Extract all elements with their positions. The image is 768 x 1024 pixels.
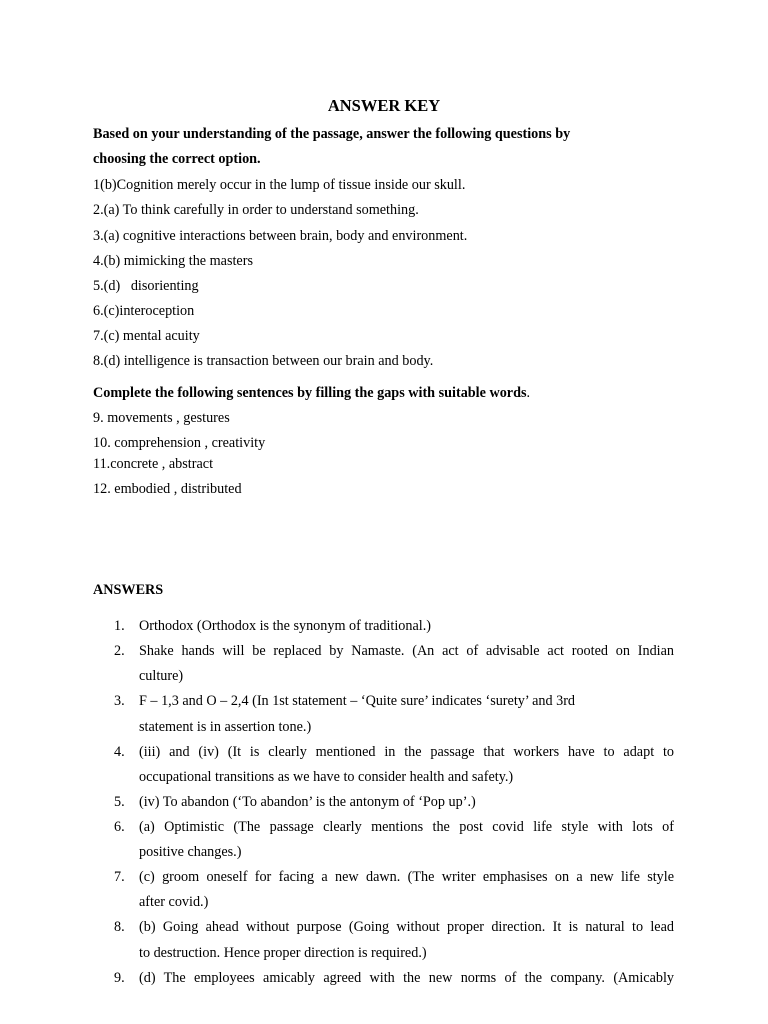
section1-heading-line2: choosing the correct option. [93, 151, 261, 167]
list-item-text: Shake hands will be replaced by Namaste. (An act of advisable act rooted on Indian [139, 643, 674, 659]
list-number: 6. [114, 819, 125, 835]
list-item-text: (c) groom oneself for facing a new dawn. (The writer emphasises on a new life style [139, 869, 674, 885]
fill-item-10: 10. comprehension , creativity [93, 435, 266, 451]
list-number: 2. [114, 643, 125, 659]
list-item-text: culture) [139, 668, 184, 684]
section3-heading: ANSWERS [93, 582, 164, 598]
answer-item-3: 3.(a) cognitive interactions between brain, body and environment. [93, 228, 468, 244]
list-item-text: (iv) To abandon (‘To abandon’ is the antonym of ‘Pop up’.) [139, 794, 476, 810]
list-item-text: occupational transitions as we have to consider health and safety.) [139, 769, 514, 785]
fill-item-11: 11.concrete , abstract [93, 456, 214, 472]
list-number: 5. [114, 794, 125, 810]
answer-item-7: 7.(c) mental acuity [93, 328, 200, 344]
list-item-text: (a) Optimistic (The passage clearly mentions the post covid life style with lots of [139, 819, 674, 835]
list-item-text: after covid.) [139, 894, 209, 910]
list-item-text: (d) The employees amicably agreed with the new norms of the company. (Amicably [139, 970, 674, 986]
list-item-text: statement is in assertion tone.) [139, 719, 312, 735]
fill-item-12: 12. embodied , distributed [93, 481, 242, 497]
list-item-text: positive changes.) [139, 844, 242, 860]
list-number: 8. [114, 919, 125, 935]
section2-heading-text: Complete the following sentences by filling the gaps with suitable words [93, 385, 527, 401]
section2-heading [93, 385, 530, 402]
list-number: 7. [114, 869, 125, 885]
section2-heading-period: . [526, 385, 531, 401]
list-number: 4. [114, 744, 125, 760]
list-item-text: Orthodox (Orthodox is the synonym of traditional.) [139, 618, 431, 634]
section1-heading-line1: Based on your understanding of the passage, answer the following questions by [93, 126, 571, 142]
fill-item-9: 9. movements , gestures [93, 410, 230, 426]
list-number: 1. [114, 618, 125, 634]
answer-item-2: 2.(a) To think carefully in order to understand something. [93, 202, 419, 218]
list-item-text: (b) Going ahead without purpose (Going without proper direction. It is natural to lead [139, 919, 674, 935]
list-item-text: to destruction. Hence proper direction is required.) [139, 945, 427, 961]
answer-item-8: 8.(d) intelligence is transaction between our brain and body. [93, 353, 434, 369]
page-title: ANSWER KEY [327, 96, 441, 115]
list-number: 9. [114, 970, 125, 986]
answer-item-4: 4.(b) mimicking the masters [93, 253, 253, 269]
answer-item-1: 1(b)Cognition merely occur in the lump of tissue inside our skull. [93, 177, 466, 193]
list-number: 3. [114, 693, 125, 709]
list-item-text: F – 1,3 and O – 2,4 (In 1st statement – ‘Quite sure’ indicates ‘surety’ and 3rd [139, 693, 576, 709]
answer-item-5: 5.(d) disorienting [93, 278, 199, 294]
answer-item-6: 6.(c)interoception [93, 303, 195, 319]
list-item-text: (iii) and (iv) (It is clearly mentioned in the passage that workers have to adapt to [139, 744, 674, 760]
